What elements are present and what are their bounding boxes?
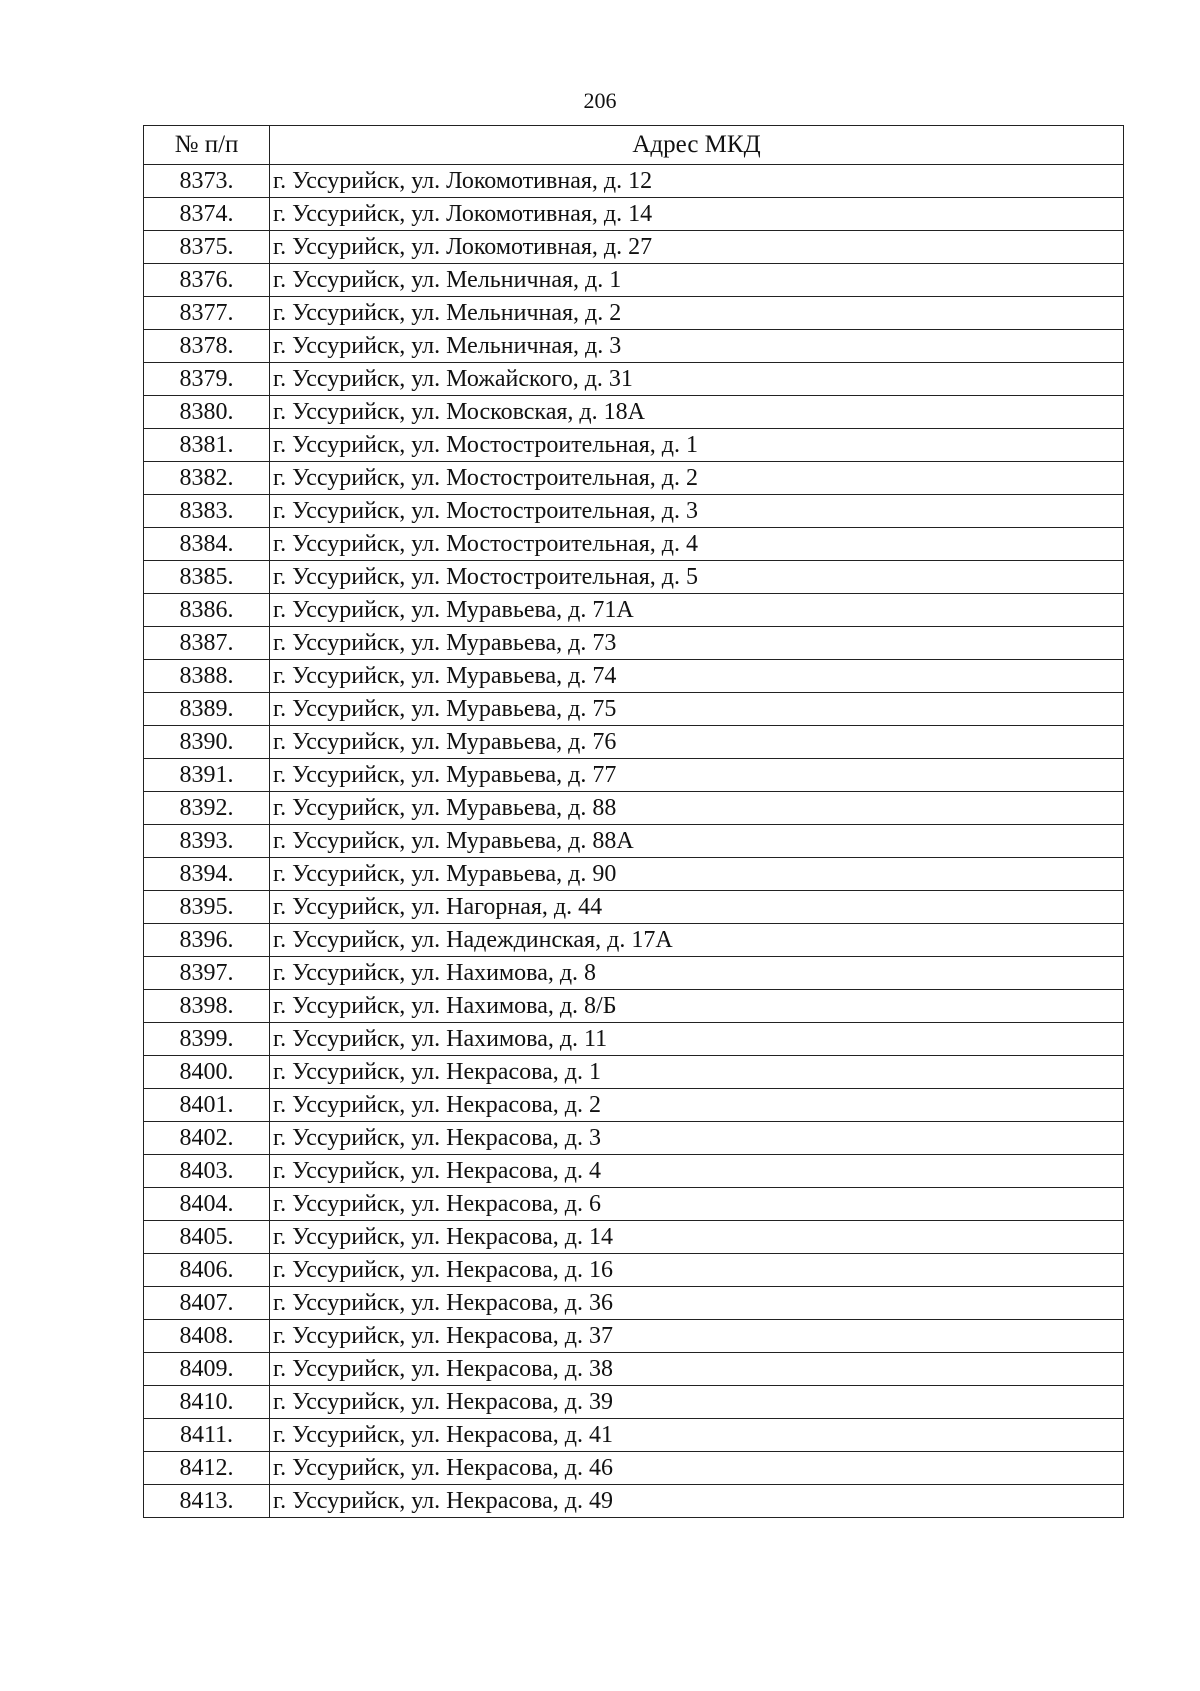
row-address: г. Уссурийск, ул. Муравьева, д. 71А — [270, 594, 1124, 627]
row-address: г. Уссурийск, ул. Некрасова, д. 37 — [270, 1320, 1124, 1353]
row-number: 8389. — [144, 693, 270, 726]
row-number: 8379. — [144, 363, 270, 396]
row-address: г. Уссурийск, ул. Некрасова, д. 39 — [270, 1386, 1124, 1419]
table-row — [144, 858, 1124, 891]
table-row — [144, 1386, 1124, 1419]
row-address: г. Уссурийск, ул. Муравьева, д. 88 — [270, 792, 1124, 825]
row-address: г. Уссурийск, ул. Московская, д. 18А — [270, 396, 1124, 429]
row-number: 8396. — [144, 924, 270, 957]
row-address: г. Уссурийск, ул. Мельничная, д. 2 — [270, 297, 1124, 330]
table-row — [144, 297, 1124, 330]
row-address: г. Уссурийск, ул. Некрасова, д. 41 — [270, 1419, 1124, 1452]
table-row — [144, 1155, 1124, 1188]
header-address: Адрес МКД — [270, 126, 1124, 165]
row-address: г. Уссурийск, ул. Муравьева, д. 88А — [270, 825, 1124, 858]
row-address: г. Уссурийск, ул. Мельничная, д. 3 — [270, 330, 1124, 363]
table-row — [144, 1056, 1124, 1089]
row-address: г. Уссурийск, ул. Некрасова, д. 4 — [270, 1155, 1124, 1188]
row-address: г. Уссурийск, ул. Некрасова, д. 49 — [270, 1485, 1124, 1518]
table-row — [144, 660, 1124, 693]
table-row — [144, 924, 1124, 957]
row-address: г. Уссурийск, ул. Муравьева, д. 90 — [270, 858, 1124, 891]
row-number: 8398. — [144, 990, 270, 1023]
row-number: 8408. — [144, 1320, 270, 1353]
row-number: 8410. — [144, 1386, 270, 1419]
row-address: г. Уссурийск, ул. Некрасова, д. 14 — [270, 1221, 1124, 1254]
row-address: г. Уссурийск, ул. Некрасова, д. 38 — [270, 1353, 1124, 1386]
table-row — [144, 1287, 1124, 1320]
table-row — [144, 792, 1124, 825]
row-number: 8378. — [144, 330, 270, 363]
row-number: 8394. — [144, 858, 270, 891]
row-number: 8382. — [144, 462, 270, 495]
table-row — [144, 990, 1124, 1023]
row-number: 8413. — [144, 1485, 270, 1518]
row-address: г. Уссурийск, ул. Некрасова, д. 6 — [270, 1188, 1124, 1221]
table-row — [144, 495, 1124, 528]
table-row — [144, 759, 1124, 792]
table-row — [144, 1353, 1124, 1386]
row-number: 8402. — [144, 1122, 270, 1155]
row-number: 8388. — [144, 660, 270, 693]
table-row — [144, 1221, 1124, 1254]
row-address: г. Уссурийск, ул. Муравьева, д. 75 — [270, 693, 1124, 726]
table-header-row — [144, 126, 1124, 165]
table-row — [144, 330, 1124, 363]
row-address: г. Уссурийск, ул. Некрасова, д. 3 — [270, 1122, 1124, 1155]
row-address: г. Уссурийск, ул. Мостостроительная, д. 3 — [270, 495, 1124, 528]
row-address: г. Уссурийск, ул. Локомотивная, д. 27 — [270, 231, 1124, 264]
row-number: 8412. — [144, 1452, 270, 1485]
row-address: г. Уссурийск, ул. Мостостроительная, д. 5 — [270, 561, 1124, 594]
table-row — [144, 594, 1124, 627]
table-row — [144, 1089, 1124, 1122]
row-address: г. Уссурийск, ул. Можайского, д. 31 — [270, 363, 1124, 396]
row-number: 8406. — [144, 1254, 270, 1287]
row-address: г. Уссурийск, ул. Надеждинская, д. 17А — [270, 924, 1124, 957]
table-row — [144, 264, 1124, 297]
row-address: г. Уссурийск, ул. Муравьева, д. 73 — [270, 627, 1124, 660]
header-number: № п/п — [144, 126, 270, 165]
row-number: 8392. — [144, 792, 270, 825]
table-row — [144, 462, 1124, 495]
row-number: 8404. — [144, 1188, 270, 1221]
row-number: 8390. — [144, 726, 270, 759]
table-row — [144, 891, 1124, 924]
table-body — [144, 165, 1124, 1518]
row-number: 8376. — [144, 264, 270, 297]
row-number: 8403. — [144, 1155, 270, 1188]
table-row — [144, 1320, 1124, 1353]
table-row — [144, 231, 1124, 264]
row-address: г. Уссурийск, ул. Мостостроительная, д. 4 — [270, 528, 1124, 561]
table-row — [144, 561, 1124, 594]
table-row — [144, 957, 1124, 990]
row-number: 8391. — [144, 759, 270, 792]
row-address: г. Уссурийск, ул. Локомотивная, д. 14 — [270, 198, 1124, 231]
table-row — [144, 198, 1124, 231]
table-row — [144, 528, 1124, 561]
table-row — [144, 825, 1124, 858]
row-number: 8399. — [144, 1023, 270, 1056]
row-number: 8393. — [144, 825, 270, 858]
row-number: 8395. — [144, 891, 270, 924]
row-address: г. Уссурийск, ул. Нагорная, д. 44 — [270, 891, 1124, 924]
row-address: г. Уссурийск, ул. Муравьева, д. 74 — [270, 660, 1124, 693]
row-number: 8377. — [144, 297, 270, 330]
row-number: 8411. — [144, 1419, 270, 1452]
row-address: г. Уссурийск, ул. Некрасова, д. 1 — [270, 1056, 1124, 1089]
table-row — [144, 1188, 1124, 1221]
page-number: 206 — [583, 88, 617, 113]
table-row — [144, 726, 1124, 759]
row-number: 8397. — [144, 957, 270, 990]
table-row — [144, 1122, 1124, 1155]
row-address: г. Уссурийск, ул. Некрасова, д. 16 — [270, 1254, 1124, 1287]
row-address: г. Уссурийск, ул. Нахимова, д. 8 — [270, 957, 1124, 990]
row-number: 8374. — [144, 198, 270, 231]
table-row — [144, 1452, 1124, 1485]
row-number: 8387. — [144, 627, 270, 660]
row-address: г. Уссурийск, ул. Некрасова, д. 46 — [270, 1452, 1124, 1485]
table-row — [144, 396, 1124, 429]
row-address: г. Уссурийск, ул. Мостостроительная, д. 2 — [270, 462, 1124, 495]
row-number: 8405. — [144, 1221, 270, 1254]
table-row — [144, 429, 1124, 462]
row-address: г. Уссурийск, ул. Некрасова, д. 2 — [270, 1089, 1124, 1122]
table-row — [144, 627, 1124, 660]
address-table — [143, 125, 1124, 1518]
row-address: г. Уссурийск, ул. Некрасова, д. 36 — [270, 1287, 1124, 1320]
table-row — [144, 165, 1124, 198]
row-address: г. Уссурийск, ул. Нахимова, д. 11 — [270, 1023, 1124, 1056]
row-number: 8385. — [144, 561, 270, 594]
row-address: г. Уссурийск, ул. Локомотивная, д. 12 — [270, 165, 1124, 198]
row-number: 8409. — [144, 1353, 270, 1386]
row-number: 8401. — [144, 1089, 270, 1122]
row-address: г. Уссурийск, ул. Мельничная, д. 1 — [270, 264, 1124, 297]
table-row — [144, 1254, 1124, 1287]
row-address: г. Уссурийск, ул. Нахимова, д. 8/Б — [270, 990, 1124, 1023]
row-number: 8381. — [144, 429, 270, 462]
table-row — [144, 1023, 1124, 1056]
row-number: 8407. — [144, 1287, 270, 1320]
table-row — [144, 693, 1124, 726]
row-number: 8383. — [144, 495, 270, 528]
row-number: 8380. — [144, 396, 270, 429]
table-row — [144, 1485, 1124, 1518]
row-number: 8386. — [144, 594, 270, 627]
table-row — [144, 1419, 1124, 1452]
row-address: г. Уссурийск, ул. Муравьева, д. 76 — [270, 726, 1124, 759]
row-number: 8373. — [144, 165, 270, 198]
table-row — [144, 363, 1124, 396]
row-address: г. Уссурийск, ул. Мостостроительная, д. 1 — [270, 429, 1124, 462]
row-number: 8400. — [144, 1056, 270, 1089]
row-address: г. Уссурийск, ул. Муравьева, д. 77 — [270, 759, 1124, 792]
row-number: 8375. — [144, 231, 270, 264]
row-number: 8384. — [144, 528, 270, 561]
